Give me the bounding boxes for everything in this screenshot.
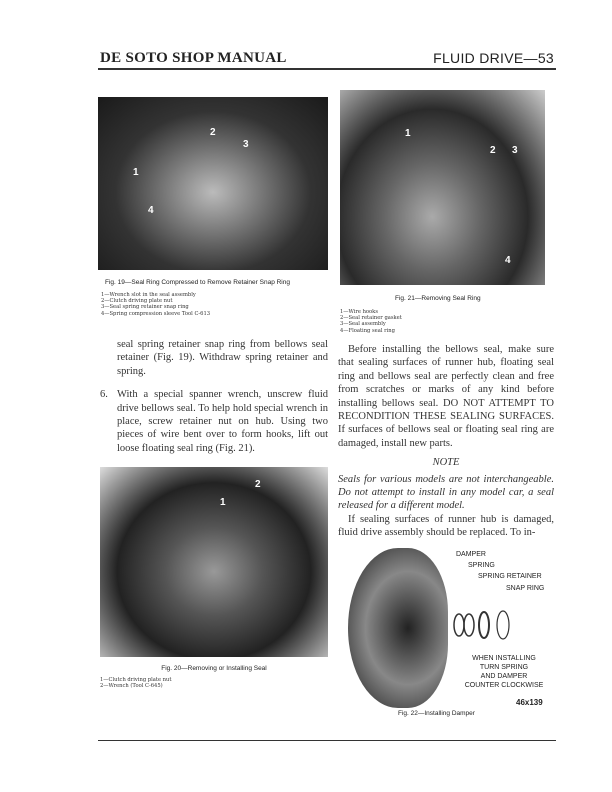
install-note — [454, 654, 554, 690]
callout: 1 — [405, 128, 411, 139]
left-paragraph: seal spring retainer snap ring from bellows seal retainer (Fig. 19). Withdraw spring retainer and spring. — [117, 339, 328, 377]
fig20-legend — [100, 677, 328, 689]
legend-item: 1—Wrench slot in the seal assembly — [101, 292, 196, 298]
right-paragraph: Before installing the bellows seal, make sure that sealing surfaces of runner hub, floating seal ring and bellows seal are perfectly clean and free from scratches or marks of any kind before installing bellows seal. DO NOT ATTEMPT TO RECONDITION THESE SEALING SURFACES. If surfaces of bellows seal or floating seal ring are damaged, install new parts. — [338, 344, 554, 449]
label-damper: DAMPER — [456, 550, 486, 558]
install-note-line: TURN SPRING — [479, 663, 529, 671]
legend-item: 1—Wire hooks — [340, 309, 378, 315]
callout: 4 — [148, 205, 154, 216]
install-note-line: COUNTER CLOCKWISE — [464, 681, 544, 689]
fig22-caption: Fig. 22—Installing Damper — [398, 709, 475, 717]
right-column — [338, 343, 554, 718]
legend-item: 4—Spring compression sleeve Tool C-613 — [101, 310, 211, 317]
fig21-caption: Fig. 21—Removing Seal Ring — [395, 295, 481, 302]
header-rule — [98, 68, 556, 70]
step-6-text: With a special spanner wrench, unscrew fluid drive bellows seal. To help hold special wrench in place, screw retainer nut on hub. Using two pieces of wire bent over to form hooks, lift out loose floating seal ring (Fig. 21). — [117, 389, 328, 454]
manual-title: DE SOTO SHOP MANUAL — [100, 50, 287, 66]
fig22-code: 46x139 — [516, 697, 543, 707]
install-note-line: AND DAMPER — [480, 672, 528, 680]
fig19-legend — [101, 292, 210, 317]
callout: 2 — [490, 145, 496, 156]
legend-item: 1—Clutch driving plate nut — [100, 677, 172, 684]
label-spring-retainer: SPRING RETAINER — [478, 572, 542, 580]
fig21-photo — [340, 90, 545, 285]
fig22-rings — [453, 600, 515, 650]
right-paragraph-2: If sealing surfaces of runner hub is damaged, fluid drive assembly should be replaced. To in- — [338, 513, 554, 539]
legend-item: 4—Floating seal ring — [340, 327, 395, 334]
step-number: 6. — [100, 389, 108, 401]
legend-item: 3—Seal assembly — [340, 321, 386, 328]
fig22 — [338, 548, 554, 718]
callout: 2 — [255, 479, 261, 491]
legend-item: 2—Clutch driving plate nut — [101, 298, 173, 305]
callout: 4 — [505, 255, 511, 266]
fig20-photo — [100, 467, 328, 657]
callout: 1 — [220, 497, 226, 509]
fig22-fluid-drive-illustration — [348, 548, 448, 708]
label-spring: SPRING — [468, 561, 495, 569]
callout: 2 — [210, 127, 216, 138]
step-6 — [100, 388, 328, 455]
left-column — [100, 338, 328, 690]
callout: 3 — [243, 139, 249, 150]
legend-item: 2—Wrench (Tool C-645) — [100, 683, 163, 690]
label-snap-ring: SNAP RING — [506, 584, 545, 592]
note-text: Seals for various models are not interchangeable. Do not attempt to install in any model car, a seal released for a different model. — [338, 473, 554, 512]
note-heading: NOTE — [432, 457, 460, 469]
fig20-caption: Fig. 20—Removing or Installing Seal — [161, 665, 267, 673]
callout: 3 — [512, 145, 518, 156]
fig19-photo — [98, 97, 328, 270]
legend-item: 3—Seal spring retainer snap ring — [101, 304, 189, 311]
section-page: FLUID DRIVE—53 — [433, 50, 554, 66]
footer-rule — [98, 740, 556, 741]
callout: 1 — [133, 167, 139, 178]
legend-item: 2—Seal retainer gasket — [340, 315, 402, 322]
fig21-legend — [340, 309, 402, 334]
fig19-caption: Fig. 19—Seal Ring Compressed to Remove Retainer Snap Ring — [105, 279, 290, 286]
install-note-line: WHEN INSTALLING — [472, 654, 536, 662]
